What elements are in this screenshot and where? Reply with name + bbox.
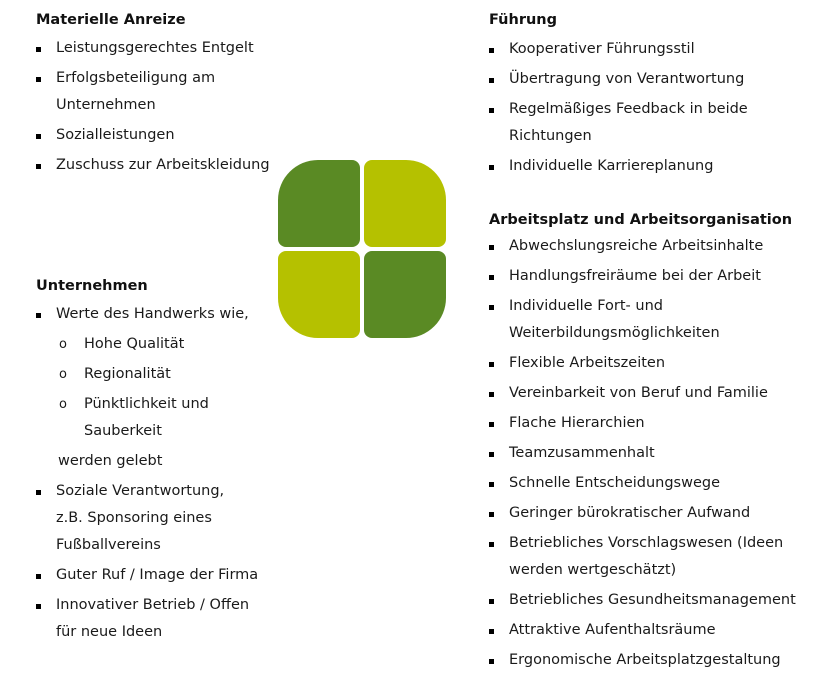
list-unternehmen-more [36,478,271,646]
list-item: Erfolgsbeteiligung am Unternehmen [36,65,226,119]
list-materielle-anreize [36,35,276,179]
list-item: Regelmäßiges Feedback in beide Richtungen [489,96,769,150]
list-item: Leistungsgerechtes Entgelt [36,35,276,62]
section-title-fuehrung: Führung [489,12,558,28]
list-item: Geringer bürokratischer Aufwand [489,500,827,527]
list-item [36,301,271,445]
list-item: Schnelle Entscheidungswege [489,470,827,497]
list-item: Flache Hierarchien [489,410,827,437]
section-unternehmen [36,276,271,646]
list-item: Übertragung von Verantwortung [489,66,824,93]
sublist-item: o Regionalität [56,361,271,388]
sublist-item: o Pünktlichkeit und Sauberkeit [56,391,214,445]
section-title-unternehmen: Unternehmen [36,278,148,294]
list-item: Kooperativer Führungsstil [489,36,824,63]
list-item: Innovativer Betrieb / Offen für neue Ideen [36,592,271,646]
list-item: Sozialleistungen [36,122,276,149]
section-arbeitsplatz [489,210,827,674]
list-item: Flexible Arbeitszeiten [489,350,827,377]
section-materielle-anreize [36,10,276,179]
logo-tile-bottom-right [364,251,446,338]
sublist-handwerk-werte [56,331,271,445]
section-title-materielle-anreize: Materielle Anreize [36,12,186,28]
list-item: Attraktive Aufenthaltsräume [489,617,827,644]
list-item: Guter Ruf / Image der Firma [36,562,271,589]
list-fuehrung [489,36,824,180]
logo-tile-bottom-left [278,251,360,338]
list-item: Handlungsfreiräume bei der Arbeit [489,263,827,290]
four-tile-logo [278,160,446,338]
list-item: Teamzusammenhalt [489,440,827,467]
list-item: Vereinbarkeit von Beruf und Familie [489,380,827,407]
list-trailer-text: werden gelebt [58,453,163,469]
list-item: Individuelle Karriereplanung [489,153,824,180]
list-arbeitsplatz [489,233,827,674]
section-fuehrung [489,10,824,180]
list-unternehmen [36,301,271,445]
logo-tile-top-left [278,160,360,247]
list-item-text: Werte des Handwerks wie, [56,306,249,322]
list-item: Ergonomische Arbeitsplatzgestaltung [489,647,827,674]
logo-tile-top-right [364,160,446,247]
list-item: Betriebliches Vorschlagswesen (Ideen werden wertgeschätzt) [489,530,829,584]
section-title-arbeitsplatz: Arbeitsplatz und Arbeitsorganisation [489,212,793,228]
list-item: Individuelle Fort- und Weiterbildungsmöglichkeiten [489,293,749,347]
list-item: Betriebliches Gesundheitsmanagement [489,587,827,614]
sublist-item: o Hohe Qualität [56,331,271,358]
list-item: Zuschuss zur Arbeitskleidung [36,152,276,179]
list-item: Abwechslungsreiche Arbeitsinhalte [489,233,827,260]
list-item: Soziale Verantwortung, z.B. Sponsoring eines Fußballvereins [36,478,246,559]
